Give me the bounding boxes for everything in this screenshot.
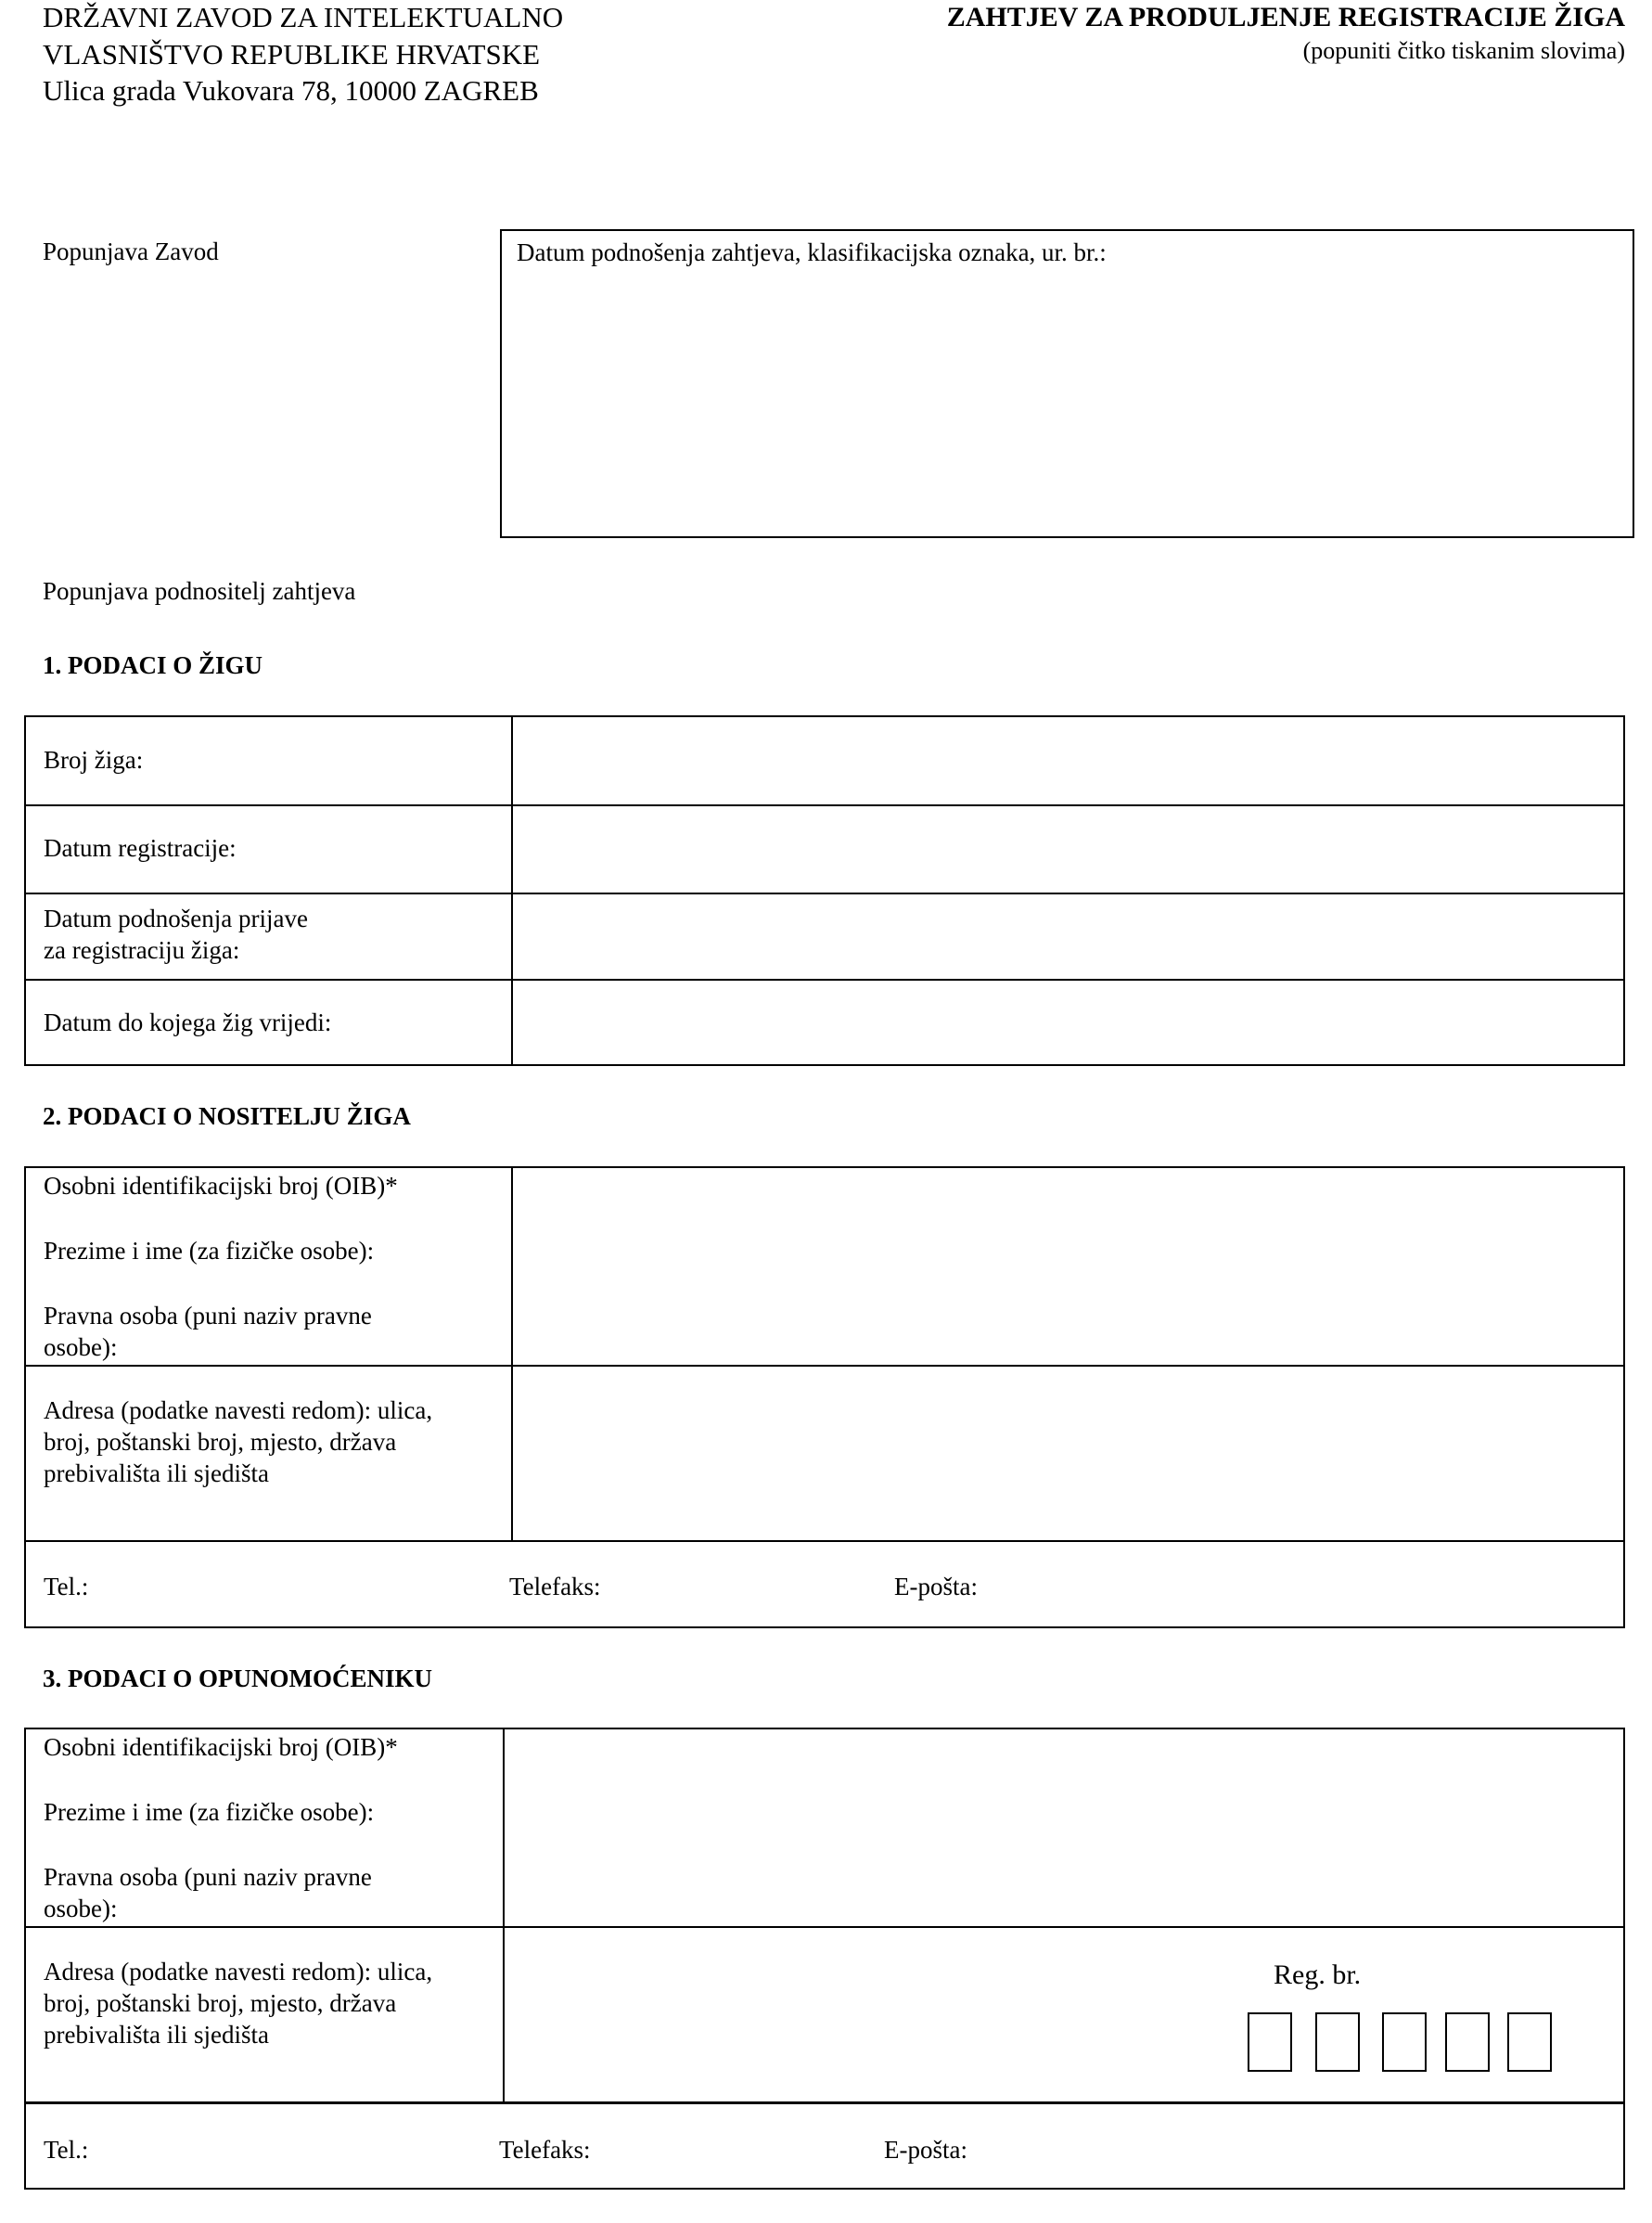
holder-oib-label: Osobni identifikacijski broj (OIB)* bbox=[44, 1172, 398, 1200]
reg-number-digit-box[interactable] bbox=[1445, 2012, 1490, 2072]
applicant-label: Popunjava podnositelj zahtjeva bbox=[43, 577, 356, 605]
rep-address-field[interactable] bbox=[506, 1928, 1249, 2101]
holder-name-label: Prezime i ime (za fizičke osobe): bbox=[44, 1237, 375, 1265]
trademark-data-table bbox=[24, 715, 1625, 1066]
rep-name-label: Prezime i ime (za fizičke osobe): bbox=[44, 1798, 375, 1826]
holder-data-table bbox=[24, 1166, 1625, 1628]
holder-email-label: E-pošta: bbox=[894, 1573, 978, 1600]
holder-address-label: Adresa (podatke navesti redom): ulica, broj, poštanski broj, mjesto, država prebivališta ili sjedišta bbox=[44, 1396, 433, 1487]
institution-address: Ulica grada Vukovara 78, 10000 ZAGREB bbox=[43, 74, 539, 107]
valid-until-label: Datum do kojega žig vrijedi: bbox=[44, 1009, 332, 1036]
section2-heading: 2. PODACI O NOSITELJU ŽIGA bbox=[43, 1102, 411, 1130]
holder-fax-label: Telefaks: bbox=[509, 1573, 601, 1600]
section1-heading: 1. PODACI O ŽIGU bbox=[43, 651, 263, 679]
valid-until-field[interactable] bbox=[515, 981, 1623, 1064]
rep-email-label: E-pošta: bbox=[884, 2136, 967, 2164]
institution-name-line-1: DRŽAVNI ZAVOD ZA INTELEKTUALNO bbox=[43, 1, 564, 33]
reg-number-digit-box[interactable] bbox=[1382, 2012, 1427, 2072]
application-date-label: Datum podnošenja prijave za registraciju žiga: bbox=[44, 905, 308, 964]
application-date-field[interactable] bbox=[515, 894, 1623, 979]
reg-number-label: Reg. br. bbox=[1274, 1960, 1362, 1990]
trademark-number-label: Broj žiga: bbox=[44, 746, 144, 774]
reg-number-digit-box[interactable] bbox=[1248, 2012, 1292, 2072]
registration-date-label: Datum registracije: bbox=[44, 834, 237, 862]
holder-identity-field[interactable] bbox=[515, 1168, 1623, 1365]
reg-number-digit-box[interactable] bbox=[1315, 2012, 1360, 2072]
rep-identity-field[interactable] bbox=[506, 1729, 1623, 1926]
office-label: Popunjava Zavod bbox=[43, 238, 219, 265]
office-use-box bbox=[500, 229, 1634, 538]
holder-contact-field[interactable] bbox=[26, 1542, 1623, 1626]
rep-oib-label: Osobni identifikacijski broj (OIB)* bbox=[44, 1733, 398, 1761]
rep-contact-field[interactable] bbox=[26, 2104, 1623, 2188]
reg-number-digit-box[interactable] bbox=[1507, 2012, 1552, 2072]
form-subtitle: (popuniti čitko tiskanim slovima) bbox=[1302, 37, 1625, 64]
institution-name-line-2: VLASNIŠTVO REPUBLIKE HRVATSKE bbox=[43, 38, 541, 71]
holder-tel-label: Tel.: bbox=[44, 1573, 89, 1600]
trademark-number-field[interactable] bbox=[515, 717, 1623, 804]
rep-address-label: Adresa (podatke navesti redom): ulica, broj, poštanski broj, mjesto, država prebivališta ili sjedišta bbox=[44, 1958, 433, 2049]
holder-legal-label: Pravna osoba (puni naziv pravne osobe): bbox=[44, 1302, 372, 1361]
holder-address-field[interactable] bbox=[515, 1367, 1623, 1540]
rep-legal-label: Pravna osoba (puni naziv pravne osobe): bbox=[44, 1863, 372, 1922]
rep-tel-label: Tel.: bbox=[44, 2136, 89, 2164]
form-title: ZAHTJEV ZA PRODULJENJE REGISTRACIJE ŽIGA bbox=[946, 2, 1625, 32]
registration-date-field[interactable] bbox=[515, 806, 1623, 893]
section3-heading: 3. PODACI O OPUNOMOĆENIKU bbox=[43, 1664, 432, 1692]
representative-data-table bbox=[24, 1728, 1625, 2190]
rep-fax-label: Telefaks: bbox=[499, 2136, 591, 2164]
office-box-label: Datum podnošenja zahtjeva, klasifikacijska oznaka, ur. br.: bbox=[517, 238, 1107, 266]
